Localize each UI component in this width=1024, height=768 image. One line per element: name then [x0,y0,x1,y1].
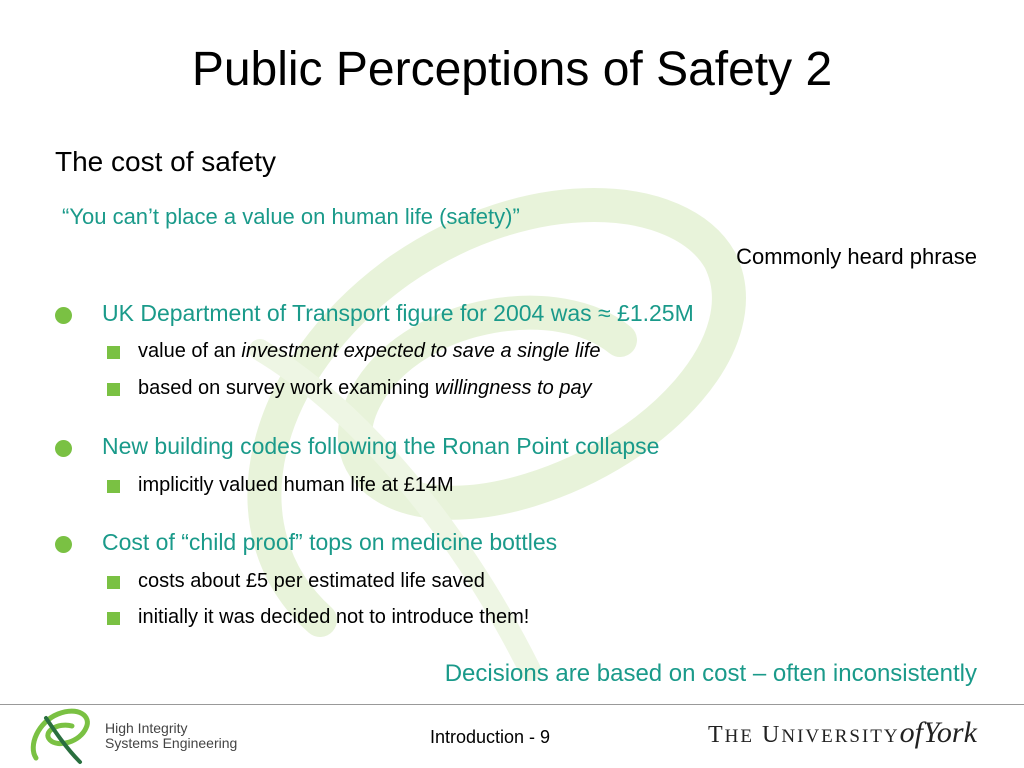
bullet-dot-icon [55,536,72,553]
sub-bullet-text: implicitly valued human life at £14M [138,474,454,496]
page-label: Introduction - 9 [430,727,551,747]
square-bullet-icon [107,612,120,625]
sub-bullet-text [138,377,592,400]
conclusion-text: Decisions are based on cost – often inconsistently [444,660,977,687]
bullet-text: Cost of “child proof” tops on medicine bottles [102,529,558,555]
bullet-text: UK Department of Transport figure for 2004 was ≈ £1.25M [102,300,694,326]
york-he: HE [724,726,754,747]
bullet-dot-icon [55,440,72,457]
square-bullet-icon [107,576,120,589]
square-bullet-icon [107,383,120,396]
slide-title: Public Perceptions of Safety 2 [191,43,833,96]
sub-bullet-text: costs about £5 per estimated life saved [138,570,485,592]
square-bullet-icon [107,480,120,493]
logo-line-2: Systems Engineering [105,735,238,751]
sub-bullet-italic: investment expected to save a single life [241,340,601,362]
york-of: of [899,716,923,749]
sub-bullet-text [138,340,601,363]
footer-divider [0,704,1024,705]
bullet-text: New building codes following the Ronan Point collapse [102,433,660,459]
sub-bullet-text: initially it was decided not to introduce them! [138,606,530,628]
quote-attribution: Commonly heard phrase [736,244,977,269]
hise-logo-text [105,721,237,751]
logo-line-1: High Integrity [105,720,188,736]
bullet-dot-icon [55,307,72,324]
slide-subtitle: The cost of safety [55,146,276,177]
sub-bullet-plain: based on survey work examining [138,377,435,399]
sub-bullet-italic: willingness to pay [434,377,592,399]
york-niversity: NIVERSITY [781,726,900,747]
york-t: T [708,722,725,748]
university-logo [708,716,977,750]
sub-bullet-plain: value of an [138,340,242,362]
square-bullet-icon [107,346,120,359]
quote: “You can’t place a value on human life (safety)” [62,204,520,229]
york-u: U [762,722,782,748]
york-york: York [922,716,977,749]
